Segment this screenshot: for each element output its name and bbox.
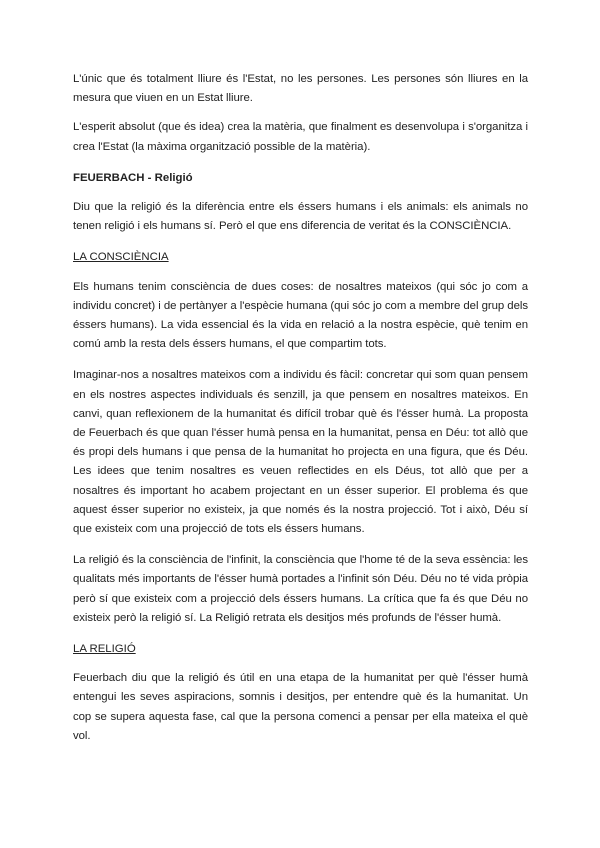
- document-page: [73, 70, 528, 746]
- paragraph-religio-diferencia: Diu que la religió és la diferència entre els éssers humans i els animals: els animals no tenen religió i els humans sí. Però el que ens diferencia de veritat és la CONSCIÈNCIA.: [73, 201, 528, 233]
- section-heading-feuerbach: FEUERBACH - Religió: [73, 171, 193, 184]
- paragraph-religio-util: Feuerbach diu que la religió és útil en una etapa de la humanitat per què l'ésser humà entengui les seves aspiracions, somnis i desitjos, per entendre què és la humanitat. Un cop se supera aquesta fase, cal que la persona comenci a pensar per ella mateixa el què vol.: [73, 672, 528, 742]
- subheading-consciencia: LA CONSCIÈNCIA: [73, 251, 169, 264]
- subheading-religio: LA RELIGIÓ: [73, 643, 136, 656]
- paragraph-consciencia-infinit: La religió és la consciència de l'infinit, la consciència que l'home té de la seva essència: les qualitats més importants de l'ésser humà portades a l'infinit són Déu. Déu no té vida pròpia però sí que existeix com a projecció dels éssers humans. La crítica que fa és que Déu no existeix però la religió sí. La Religió retrata els desitjos més profunds de l'ésser humà.: [73, 554, 528, 624]
- paragraph-imaginar-nos: Imaginar-nos a nosaltres mateixos com a individu és fàcil: concretar qui som quan pensem en els nostres aspectes individuals és senzill, ja que pensem en nosaltres mateixos. En canvi, quan reflexionem de la humanitat és difícil trobar què és l'ésser humà. La proposta de Feuerbach és que quan l'ésser humà pensa en la humanitat, pensa en Déu: tot allò que és propi dels humans i que pensa de la humanitat ho projecta en una figura, que és Déu. Les idees que tenim nosaltres es veuen reflectides en els Déus, tot allò que per a nosaltres és important ho acabem projectant en un ésser superior. El problema és que aquest ésser superior no existeix, ja que només és la nostra projecció. Tot i això, Déu sí que existeix com una projecció de tots els éssers humans.: [73, 369, 528, 536]
- paragraph-consciencia-dues-coses: Els humans tenim consciència de dues coses: de nosaltres mateixos (qui sóc jo com a individu concret) i de pertànyer a l'espècie humana (qui sóc jo com a membre del grup dels éssers humans). La vida essencial és la vida en relació a la nostra espècie, què tenim en comú amb la resta dels éssers humans, el que compartim tots.: [73, 280, 528, 351]
- paragraph-esperit-absolut: L'esperit absolut (que és idea) crea la matèria, que finalment es desenvolupa i s'organitza i crea l'Estat (la màxima organització possible de la matèria).: [73, 121, 528, 153]
- paragraph-estat-lliure: L'únic que és totalment lliure és l'Estat, no les persones. Les persones són lliures en la mesura que viuen en un Estat lliure.: [73, 73, 528, 105]
